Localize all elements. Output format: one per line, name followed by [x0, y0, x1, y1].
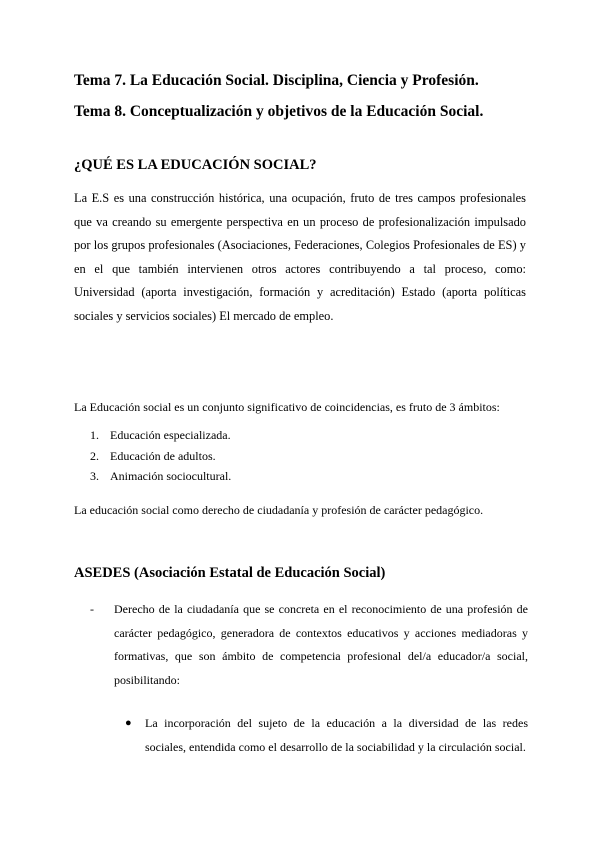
- closing-statement: La educación social como derecho de ciudadanía y profesión de carácter pedagógico.: [74, 503, 484, 517]
- list-item-number: 1.: [90, 428, 99, 442]
- definition-paragraph: La E.S es una construcción histórica, una ocupación, fruto de tres campos profesionales que va creando su emergente perspectiva en un proceso de profesionalización impulsado por los grupos profesionales (Asociaciones, Federaciones, Colegios Profesionales de ES) y en el que también intervienen otros actores contribuyendo a tal proceso, como: Universidad (aporta investigación, formación y acreditación) Estado (aporta políticas sociales y servicios sociales) El mercado de empleo.: [74, 191, 526, 323]
- ambitos-intro: La Educación social es un conjunto significativo de coincidencias, es fruto de 3 ámbitos:: [74, 400, 500, 414]
- section-heading-asedes: ASEDES (Asociación Estatal de Educación Social): [74, 565, 386, 581]
- dash-item-text: Derecho de la ciudadanía que se concreta en el reconocimiento de una profesión de carácter pedagógico, generadora de contextos educativos y acciones mediadoras y formativas, que son ámbito de competencia profesional del/a educador/a social, posibilitando:: [114, 602, 528, 687]
- document-title-tema-7: Tema 7. La Educación Social. Disciplina, Ciencia y Profesión.: [74, 72, 479, 89]
- dash-marker: -: [90, 602, 94, 616]
- document-title-tema-8: Tema 8. Conceptualización y objetivos de la Educación Social.: [74, 103, 484, 120]
- list-item-text: Animación sociocultural.: [110, 469, 232, 483]
- bullet-item-text: La incorporación del sujeto de la educación a la diversidad de las redes sociales, entendida como el desarrollo de la sociabilidad y la circulación social.: [145, 716, 528, 754]
- ambitos-list: [90, 428, 231, 490]
- bullet-dot-icon: ●: [125, 717, 132, 729]
- list-item: [90, 428, 231, 449]
- list-item-number: 2.: [90, 448, 99, 463]
- section-heading-que-es: ¿QUÉ ES LA EDUCACIÓN SOCIAL?: [74, 157, 317, 173]
- list-item: [90, 469, 231, 490]
- list-item-text: Educación de adultos.: [110, 448, 216, 463]
- list-item-number: 3.: [90, 469, 99, 483]
- list-item: [90, 449, 231, 470]
- list-item-text: Educación especializada.: [110, 428, 231, 442]
